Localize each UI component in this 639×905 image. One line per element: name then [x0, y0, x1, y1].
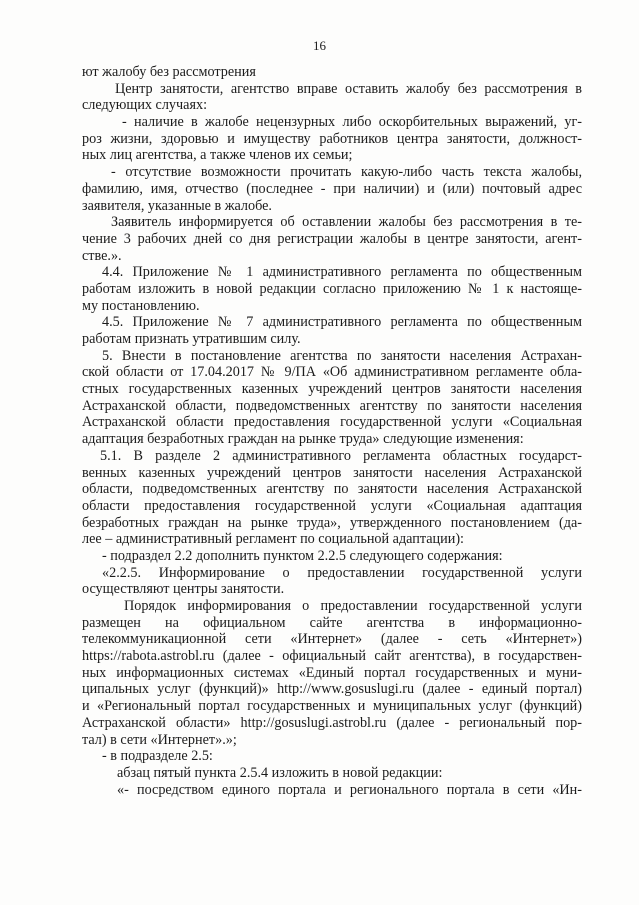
page-number: 16	[313, 38, 326, 53]
text-line: 5. Внести в постановление агентства по занятости населения Астрахан-	[102, 347, 582, 364]
text-line: фамилию, имя, отчество (последнее - при наличии) и (или) почтовый адрес	[82, 180, 582, 197]
text-line: - отсутствие возможности прочитать какую-либо часть текста жалобы,	[111, 164, 582, 181]
text-line: абзац пятый пункта 2.5.4 изложить в новой редакции:	[117, 764, 443, 781]
text-line: размещен на официальном сайте агентства в информационно-	[82, 614, 582, 631]
text-line: стве.».	[82, 247, 122, 264]
text-line: - подраздел 2.2 дополнить пунктом 2.2.5 следующего содержания:	[102, 547, 503, 564]
text-line: Астраханской области, подведомственных агентству по занятости населения	[82, 397, 582, 414]
text-line: ных лиц агентства, а также членов их семьи;	[82, 147, 353, 164]
text-line: тал) в сети «Интернет».»;	[82, 731, 237, 748]
text-line: https://rabota.astrobl.ru (далее - официальный сайт агентства), в государствен-	[82, 648, 582, 665]
text-line: му постановлению.	[82, 297, 200, 314]
text-line: заявителя, указанные в жалобе.	[82, 197, 272, 214]
text-line: «- посредством единого портала и регионального портала в сети «Ин-	[117, 781, 582, 798]
text-line: роз жизни, здоровью и имуществу работников центра занятости, должност-	[82, 130, 582, 147]
text-line: Центр занятости, агентство вправе оставить жалобу без рассмотрения в	[115, 80, 582, 97]
text-line: 4.5. Приложение № 7 административного регламента по общественным	[102, 314, 582, 331]
text-line: области, подведомственных агентству по занятости населения Астраханской	[82, 481, 582, 498]
text-line: телекоммуникационной сети «Интернет» (далее - сеть «Интернет»)	[82, 631, 582, 648]
text-line: ют жалобу без рассмотрения	[82, 64, 256, 80]
text-line: «2.2.5. Информирование о предоставлении государственной услуги	[102, 564, 582, 581]
text-line: ципальных услуг (функций)» http://www.gosuslugi.ru (далее - единый портал)	[82, 681, 582, 698]
text-line: работам признать утратившим силу.	[82, 331, 301, 347]
text-line: 4.4. Приложение № 1 административного регламента по общественным	[102, 264, 582, 281]
text-line: адаптация безработных граждан на рынке труда» следующие изменения:	[82, 431, 524, 448]
text-line: чение 3 рабочих дней со дня регистрации жалобы в центре занятости, агент-	[82, 230, 582, 247]
text-line: и «Региональный портал государственных и муниципальных услуг (функций)	[82, 698, 582, 715]
text-line: безработных граждан на рынке труда», утвержденного постановлением (да-	[82, 514, 582, 531]
text-line: Астраханской области» http://gosuslugi.astrobl.ru (далее - региональный пор-	[82, 714, 582, 731]
text-line: Астраханской области предоставления государственной услуги «Социальная	[82, 414, 582, 431]
text-line: лее – административный регламент по социальной адаптации):	[82, 531, 465, 548]
text-line: стных государственных казенных учреждений центров занятости населения	[82, 381, 582, 398]
text-line: ской области от 17.04.2017 № 9/ПА «Об административном регламенте обла-	[82, 364, 582, 381]
text-line: следующих случаях:	[82, 97, 208, 114]
text-line: 5.1. В разделе 2 административного регламента областных государст-	[100, 447, 582, 464]
text-line: ных информационных системах «Единый портал государственных и муни-	[82, 664, 582, 681]
text-line: области предоставления государственной услуги «Социальная адаптация	[82, 497, 582, 514]
text-line: осуществляют центры занятости.	[82, 581, 285, 598]
text-line: венных казенных учреждений центров занятости населения Астраханской	[82, 464, 582, 481]
text-line: Заявитель информируется об оставлении жалобы без рассмотрения в те-	[111, 214, 582, 231]
text-line: работам изложить в новой редакции согласно приложению № 1 к настояще-	[82, 280, 582, 297]
document-body	[82, 64, 582, 798]
text-line: - в подразделе 2.5:	[102, 748, 213, 765]
text-line: - наличие в жалобе нецензурных либо оскорбительных выражений, уг-	[122, 114, 582, 131]
text-line: Порядок информирования о предоставлении государственной услуги	[124, 598, 582, 614]
